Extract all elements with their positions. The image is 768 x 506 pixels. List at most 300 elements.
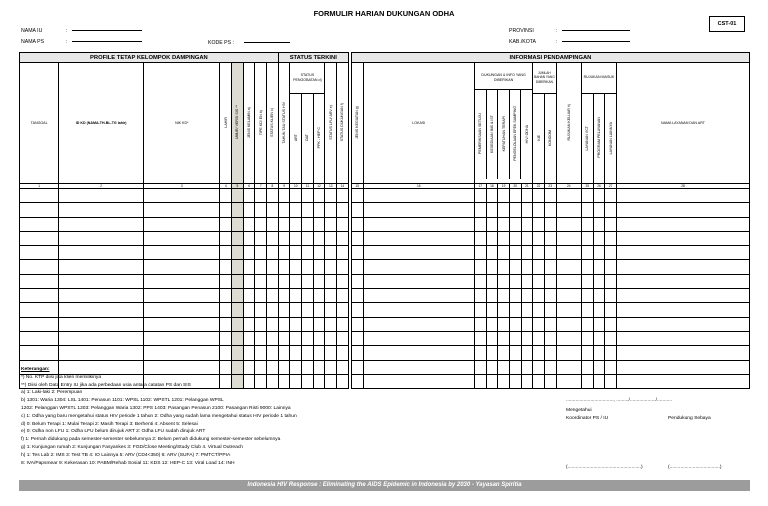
table-cell[interactable] xyxy=(313,274,325,288)
table-cell[interactable] xyxy=(556,303,581,317)
table-cell[interactable] xyxy=(593,331,605,345)
table-cell[interactable] xyxy=(593,189,605,203)
table-cell[interactable] xyxy=(544,303,556,317)
signature-sign-left[interactable]: (......................................................) xyxy=(566,465,643,470)
table-cell[interactable] xyxy=(59,217,144,231)
table-cell[interactable] xyxy=(533,331,545,345)
table-cell[interactable] xyxy=(351,203,363,217)
table-cell[interactable] xyxy=(20,217,59,231)
table-cell[interactable] xyxy=(363,331,474,345)
table-cell[interactable] xyxy=(313,331,325,345)
table-cell[interactable] xyxy=(521,331,533,345)
table-cell[interactable] xyxy=(313,317,325,331)
table-cell[interactable] xyxy=(509,231,521,245)
table-cell[interactable] xyxy=(509,331,521,345)
table-cell[interactable] xyxy=(593,289,605,303)
table-cell[interactable] xyxy=(220,246,232,260)
table-cell[interactable] xyxy=(243,317,255,331)
table-cell[interactable] xyxy=(243,331,255,345)
table-cell[interactable] xyxy=(351,303,363,317)
table-cell[interactable] xyxy=(325,260,337,274)
table-cell[interactable] xyxy=(474,231,486,245)
table-cell[interactable] xyxy=(255,303,267,317)
table-cell[interactable] xyxy=(144,203,220,217)
table-cell[interactable] xyxy=(363,203,474,217)
table-cell[interactable] xyxy=(581,274,593,288)
table-cell[interactable] xyxy=(509,317,521,331)
table-cell[interactable] xyxy=(290,231,302,245)
table-cell[interactable] xyxy=(486,246,498,260)
table-cell[interactable] xyxy=(144,189,220,203)
table-cell[interactable] xyxy=(313,246,325,260)
table-cell[interactable] xyxy=(243,303,255,317)
table-cell[interactable] xyxy=(278,246,290,260)
table-cell[interactable] xyxy=(593,360,605,374)
table-cell[interactable] xyxy=(486,274,498,288)
table-cell[interactable] xyxy=(313,217,325,231)
table-cell[interactable] xyxy=(509,274,521,288)
table-cell[interactable] xyxy=(325,331,337,345)
table-cell[interactable] xyxy=(533,289,545,303)
table-cell[interactable] xyxy=(533,203,545,217)
table-cell[interactable] xyxy=(232,203,244,217)
table-cell[interactable] xyxy=(278,189,290,203)
table-cell[interactable] xyxy=(486,260,498,274)
table-cell[interactable] xyxy=(313,189,325,203)
table-cell[interactable] xyxy=(605,203,617,217)
table-cell[interactable] xyxy=(59,317,144,331)
table-cell[interactable] xyxy=(220,203,232,217)
table-cell[interactable] xyxy=(351,317,363,331)
table-cell[interactable] xyxy=(267,289,279,303)
table-cell[interactable] xyxy=(581,317,593,331)
table-cell[interactable] xyxy=(556,217,581,231)
table-cell[interactable] xyxy=(509,246,521,260)
table-cell[interactable] xyxy=(243,274,255,288)
table-cell[interactable] xyxy=(581,231,593,245)
table-cell[interactable] xyxy=(144,231,220,245)
table-cell[interactable] xyxy=(363,289,474,303)
table-cell[interactable] xyxy=(290,217,302,231)
table-cell[interactable] xyxy=(581,203,593,217)
table-cell[interactable] xyxy=(509,217,521,231)
table-cell[interactable] xyxy=(605,260,617,274)
table-cell[interactable] xyxy=(59,289,144,303)
table-cell[interactable] xyxy=(232,246,244,260)
table-cell[interactable] xyxy=(59,203,144,217)
table-cell[interactable] xyxy=(20,331,59,345)
table-cell[interactable] xyxy=(351,189,363,203)
table-cell[interactable] xyxy=(220,260,232,274)
table-cell[interactable] xyxy=(544,346,556,360)
table-cell[interactable] xyxy=(337,303,349,317)
table-cell[interactable] xyxy=(533,303,545,317)
table-cell[interactable] xyxy=(556,289,581,303)
table-cell[interactable] xyxy=(302,274,314,288)
table-cell[interactable] xyxy=(498,331,510,345)
table-cell[interactable] xyxy=(144,217,220,231)
table-cell[interactable] xyxy=(59,303,144,317)
table-cell[interactable] xyxy=(20,231,59,245)
table-cell[interactable] xyxy=(220,217,232,231)
table-cell[interactable] xyxy=(313,260,325,274)
table-cell[interactable] xyxy=(521,317,533,331)
table-cell[interactable] xyxy=(278,317,290,331)
table-cell[interactable] xyxy=(59,346,144,360)
table-cell[interactable] xyxy=(325,231,337,245)
table-cell[interactable] xyxy=(20,346,59,360)
table-cell[interactable] xyxy=(290,317,302,331)
table-cell[interactable] xyxy=(267,274,279,288)
table-cell[interactable] xyxy=(616,260,749,274)
table-cell[interactable] xyxy=(498,303,510,317)
table-cell[interactable] xyxy=(351,217,363,231)
table-cell[interactable] xyxy=(255,231,267,245)
table-cell[interactable] xyxy=(556,189,581,203)
table-cell[interactable] xyxy=(616,289,749,303)
table-cell[interactable] xyxy=(325,217,337,231)
table-cell[interactable] xyxy=(363,317,474,331)
table-cell[interactable] xyxy=(533,260,545,274)
table-cell[interactable] xyxy=(593,274,605,288)
table-cell[interactable] xyxy=(232,317,244,331)
table-cell[interactable] xyxy=(144,331,220,345)
table-cell[interactable] xyxy=(337,246,349,260)
table-cell[interactable] xyxy=(556,203,581,217)
table-cell[interactable] xyxy=(474,303,486,317)
table-cell[interactable] xyxy=(474,346,486,360)
table-cell[interactable] xyxy=(290,203,302,217)
table-cell[interactable] xyxy=(498,246,510,260)
table-cell[interactable] xyxy=(593,374,605,388)
table-cell[interactable] xyxy=(581,303,593,317)
table-cell[interactable] xyxy=(533,246,545,260)
table-cell[interactable] xyxy=(581,374,593,388)
table-cell[interactable] xyxy=(278,217,290,231)
table-cell[interactable] xyxy=(20,203,59,217)
table-cell[interactable] xyxy=(593,260,605,274)
table-cell[interactable] xyxy=(605,231,617,245)
table-cell[interactable] xyxy=(232,217,244,231)
table-cell[interactable] xyxy=(302,346,314,360)
table-cell[interactable] xyxy=(581,246,593,260)
table-cell[interactable] xyxy=(581,217,593,231)
table-cell[interactable] xyxy=(351,274,363,288)
table-cell[interactable] xyxy=(363,231,474,245)
table-cell[interactable] xyxy=(267,331,279,345)
table-cell[interactable] xyxy=(593,303,605,317)
table-cell[interactable] xyxy=(616,217,749,231)
table-cell[interactable] xyxy=(232,231,244,245)
table-cell[interactable] xyxy=(267,303,279,317)
table-cell[interactable] xyxy=(290,303,302,317)
table-cell[interactable] xyxy=(302,203,314,217)
table-cell[interactable] xyxy=(243,203,255,217)
table-cell[interactable] xyxy=(509,189,521,203)
table-cell[interactable] xyxy=(605,360,617,374)
table-cell[interactable] xyxy=(351,289,363,303)
table-cell[interactable] xyxy=(593,246,605,260)
table-cell[interactable] xyxy=(20,303,59,317)
table-cell[interactable] xyxy=(474,289,486,303)
kode-ps-field[interactable] xyxy=(244,42,290,43)
table-cell[interactable] xyxy=(521,217,533,231)
table-cell[interactable] xyxy=(363,303,474,317)
table-cell[interactable] xyxy=(20,246,59,260)
table-cell[interactable] xyxy=(521,289,533,303)
table-cell[interactable] xyxy=(593,231,605,245)
table-cell[interactable] xyxy=(556,274,581,288)
table-cell[interactable] xyxy=(302,231,314,245)
table-cell[interactable] xyxy=(486,231,498,245)
table-cell[interactable] xyxy=(278,303,290,317)
table-cell[interactable] xyxy=(521,303,533,317)
table-cell[interactable] xyxy=(544,203,556,217)
table-cell[interactable] xyxy=(302,289,314,303)
table-cell[interactable] xyxy=(243,260,255,274)
table-cell[interactable] xyxy=(544,217,556,231)
table-cell[interactable] xyxy=(325,189,337,203)
table-cell[interactable] xyxy=(486,289,498,303)
table-cell[interactable] xyxy=(581,189,593,203)
table-cell[interactable] xyxy=(290,274,302,288)
table-cell[interactable] xyxy=(509,203,521,217)
table-cell[interactable] xyxy=(616,360,749,374)
kab-kota-field[interactable] xyxy=(562,41,630,42)
table-cell[interactable] xyxy=(498,203,510,217)
table-cell[interactable] xyxy=(521,246,533,260)
table-cell[interactable] xyxy=(302,189,314,203)
table-cell[interactable] xyxy=(243,189,255,203)
table-cell[interactable] xyxy=(243,246,255,260)
table-cell[interactable] xyxy=(509,346,521,360)
table-cell[interactable] xyxy=(509,289,521,303)
table-cell[interactable] xyxy=(363,260,474,274)
table-cell[interactable] xyxy=(267,189,279,203)
table-cell[interactable] xyxy=(290,346,302,360)
table-cell[interactable] xyxy=(302,246,314,260)
table-cell[interactable] xyxy=(267,317,279,331)
table-cell[interactable] xyxy=(616,317,749,331)
table-cell[interactable] xyxy=(605,189,617,203)
table-cell[interactable] xyxy=(605,374,617,388)
nama-iu-field[interactable] xyxy=(72,30,142,31)
table-cell[interactable] xyxy=(498,189,510,203)
table-cell[interactable] xyxy=(220,189,232,203)
table-cell[interactable] xyxy=(220,331,232,345)
table-cell[interactable] xyxy=(544,331,556,345)
table-cell[interactable] xyxy=(556,317,581,331)
table-cell[interactable] xyxy=(232,274,244,288)
table-cell[interactable] xyxy=(533,317,545,331)
table-cell[interactable] xyxy=(59,231,144,245)
table-cell[interactable] xyxy=(59,274,144,288)
table-cell[interactable] xyxy=(290,331,302,345)
table-cell[interactable] xyxy=(267,346,279,360)
table-cell[interactable] xyxy=(325,246,337,260)
table-cell[interactable] xyxy=(302,303,314,317)
table-cell[interactable] xyxy=(302,217,314,231)
table-cell[interactable] xyxy=(486,303,498,317)
table-cell[interactable] xyxy=(474,203,486,217)
table-cell[interactable] xyxy=(337,346,349,360)
table-cell[interactable] xyxy=(220,289,232,303)
table-cell[interactable] xyxy=(337,231,349,245)
table-cell[interactable] xyxy=(605,303,617,317)
table-cell[interactable] xyxy=(325,317,337,331)
provinsi-field[interactable] xyxy=(562,30,630,31)
table-cell[interactable] xyxy=(220,346,232,360)
table-cell[interactable] xyxy=(616,303,749,317)
table-cell[interactable] xyxy=(521,203,533,217)
table-cell[interactable] xyxy=(486,203,498,217)
table-cell[interactable] xyxy=(498,231,510,245)
table-cell[interactable] xyxy=(337,260,349,274)
table-cell[interactable] xyxy=(20,260,59,274)
table-cell[interactable] xyxy=(337,203,349,217)
signature-sign-right[interactable]: (.....................................) xyxy=(668,465,722,470)
table-cell[interactable] xyxy=(581,289,593,303)
table-cell[interactable] xyxy=(243,346,255,360)
table-cell[interactable] xyxy=(605,217,617,231)
table-cell[interactable] xyxy=(243,217,255,231)
table-cell[interactable] xyxy=(616,231,749,245)
table-cell[interactable] xyxy=(255,317,267,331)
table-cell[interactable] xyxy=(363,189,474,203)
table-cell[interactable] xyxy=(337,331,349,345)
table-cell[interactable] xyxy=(605,246,617,260)
table-cell[interactable] xyxy=(290,246,302,260)
table-cell[interactable] xyxy=(593,346,605,360)
table-cell[interactable] xyxy=(474,217,486,231)
table-cell[interactable] xyxy=(544,246,556,260)
table-cell[interactable] xyxy=(232,189,244,203)
table-cell[interactable] xyxy=(351,346,363,360)
table-cell[interactable] xyxy=(278,331,290,345)
table-cell[interactable] xyxy=(255,203,267,217)
table-cell[interactable] xyxy=(556,246,581,260)
table-cell[interactable] xyxy=(255,246,267,260)
table-cell[interactable] xyxy=(325,303,337,317)
table-cell[interactable] xyxy=(363,346,474,360)
table-cell[interactable] xyxy=(302,317,314,331)
table-cell[interactable] xyxy=(593,203,605,217)
table-cell[interactable] xyxy=(232,303,244,317)
table-cell[interactable] xyxy=(278,260,290,274)
table-cell[interactable] xyxy=(509,303,521,317)
table-cell[interactable] xyxy=(337,317,349,331)
table-cell[interactable] xyxy=(325,289,337,303)
table-cell[interactable] xyxy=(593,317,605,331)
table-cell[interactable] xyxy=(313,231,325,245)
table-cell[interactable] xyxy=(337,189,349,203)
table-cell[interactable] xyxy=(616,374,749,388)
table-cell[interactable] xyxy=(267,217,279,231)
table-cell[interactable] xyxy=(544,231,556,245)
table-cell[interactable] xyxy=(325,274,337,288)
table-cell[interactable] xyxy=(290,289,302,303)
table-cell[interactable] xyxy=(20,317,59,331)
nama-ps-field[interactable] xyxy=(72,41,142,42)
table-cell[interactable] xyxy=(313,346,325,360)
table-cell[interactable] xyxy=(351,246,363,260)
table-cell[interactable] xyxy=(59,189,144,203)
table-cell[interactable] xyxy=(498,289,510,303)
table-cell[interactable] xyxy=(220,303,232,317)
table-cell[interactable] xyxy=(20,274,59,288)
table-cell[interactable] xyxy=(616,246,749,260)
table-cell[interactable] xyxy=(533,189,545,203)
table-cell[interactable] xyxy=(581,346,593,360)
table-cell[interactable] xyxy=(351,231,363,245)
table-cell[interactable] xyxy=(533,274,545,288)
table-cell[interactable] xyxy=(605,331,617,345)
table-cell[interactable] xyxy=(20,189,59,203)
table-cell[interactable] xyxy=(278,274,290,288)
table-cell[interactable] xyxy=(521,260,533,274)
table-cell[interactable] xyxy=(593,217,605,231)
table-cell[interactable] xyxy=(544,317,556,331)
table-cell[interactable] xyxy=(521,189,533,203)
table-cell[interactable] xyxy=(243,231,255,245)
table-cell[interactable] xyxy=(474,189,486,203)
table-cell[interactable] xyxy=(521,346,533,360)
table-cell[interactable] xyxy=(556,331,581,345)
table-cell[interactable] xyxy=(325,346,337,360)
table-cell[interactable] xyxy=(232,260,244,274)
table-cell[interactable] xyxy=(255,331,267,345)
table-cell[interactable] xyxy=(267,246,279,260)
table-cell[interactable] xyxy=(144,303,220,317)
table-cell[interactable] xyxy=(544,274,556,288)
table-cell[interactable] xyxy=(486,346,498,360)
table-cell[interactable] xyxy=(605,317,617,331)
table-cell[interactable] xyxy=(243,289,255,303)
table-cell[interactable] xyxy=(255,346,267,360)
table-cell[interactable] xyxy=(498,346,510,360)
table-cell[interactable] xyxy=(616,346,749,360)
table-cell[interactable] xyxy=(544,189,556,203)
table-cell[interactable] xyxy=(232,331,244,345)
table-cell[interactable] xyxy=(290,189,302,203)
table-cell[interactable] xyxy=(267,203,279,217)
table-cell[interactable] xyxy=(278,289,290,303)
table-cell[interactable] xyxy=(544,260,556,274)
table-cell[interactable] xyxy=(267,260,279,274)
table-cell[interactable] xyxy=(325,203,337,217)
table-cell[interactable] xyxy=(605,274,617,288)
table-cell[interactable] xyxy=(232,289,244,303)
table-cell[interactable] xyxy=(255,260,267,274)
table-cell[interactable] xyxy=(581,260,593,274)
table-cell[interactable] xyxy=(313,203,325,217)
table-cell[interactable] xyxy=(313,303,325,317)
table-cell[interactable] xyxy=(363,274,474,288)
table-cell[interactable] xyxy=(498,274,510,288)
table-cell[interactable] xyxy=(302,331,314,345)
table-cell[interactable] xyxy=(498,317,510,331)
table-cell[interactable] xyxy=(616,203,749,217)
table-cell[interactable] xyxy=(220,274,232,288)
table-cell[interactable] xyxy=(278,203,290,217)
table-cell[interactable] xyxy=(255,274,267,288)
table-cell[interactable] xyxy=(290,260,302,274)
table-cell[interactable] xyxy=(605,346,617,360)
table-cell[interactable] xyxy=(533,231,545,245)
table-cell[interactable] xyxy=(363,246,474,260)
table-cell[interactable] xyxy=(486,189,498,203)
table-cell[interactable] xyxy=(59,331,144,345)
